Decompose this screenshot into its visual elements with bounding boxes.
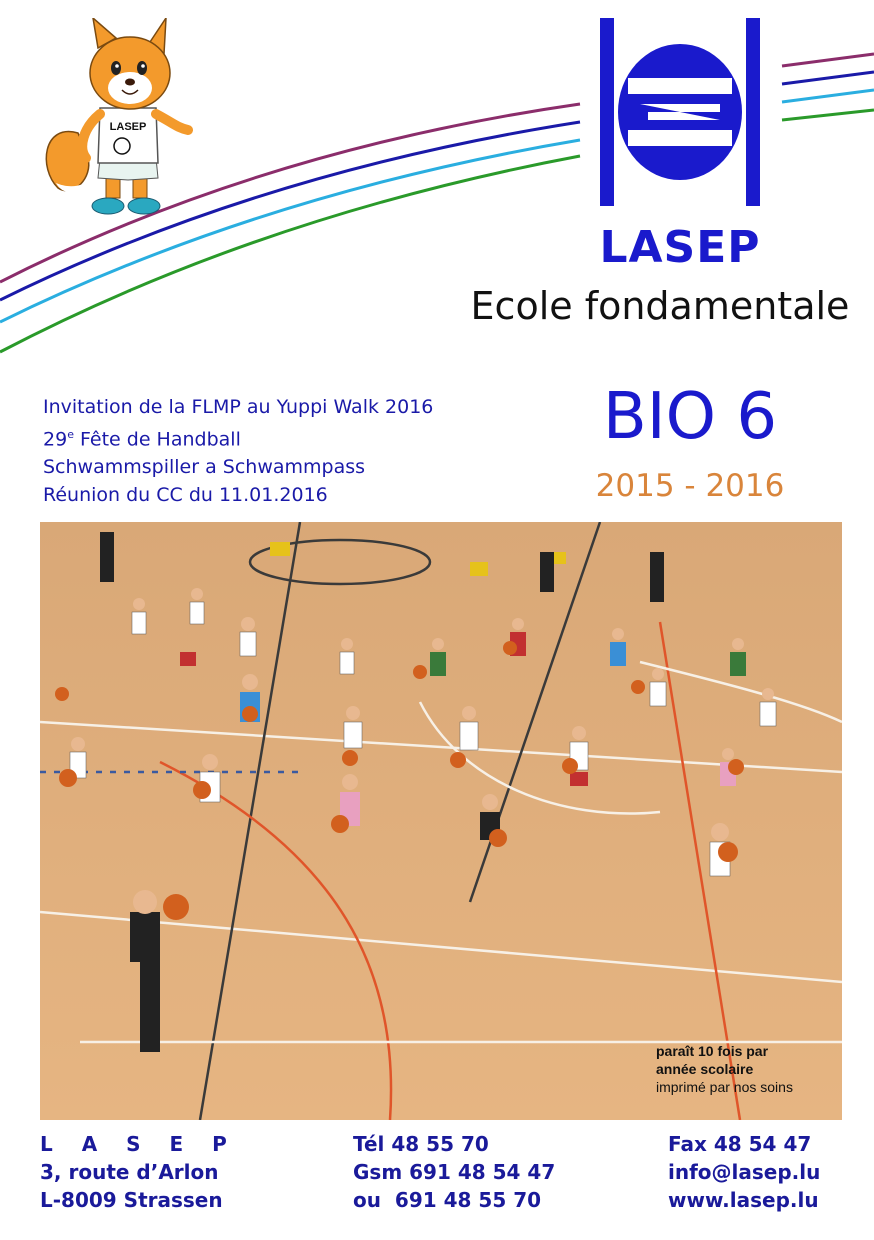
lasep-logo-icon — [600, 18, 760, 206]
footer-gsm: Gsm 691 48 54 47 — [353, 1160, 556, 1184]
publication-note — [656, 1042, 842, 1096]
footer-street: 3, route d’Arlon — [40, 1160, 219, 1184]
footer-fax: Fax 48 54 47 — [668, 1132, 812, 1156]
footer-org: L A S E P — [40, 1132, 238, 1156]
brand-name: LASEP — [599, 222, 761, 273]
footer-email-link[interactable]: info@lasep.lu — [668, 1160, 821, 1184]
swoosh-navy-right — [782, 72, 874, 84]
topic-item: 29e Fête de Handball — [43, 428, 241, 451]
footer-online — [668, 1130, 820, 1214]
footer-tel: Tél 48 55 70 — [353, 1132, 489, 1156]
topics-list — [43, 393, 433, 509]
issue-title: BIO 6 — [602, 380, 778, 454]
footer-gsm-alt: ou 691 48 55 70 — [353, 1188, 542, 1212]
printing-note: imprimé par nos soins — [656, 1079, 793, 1095]
publication-frequency: paraît 10 fois par — [656, 1043, 769, 1059]
swoosh-green-right — [782, 110, 874, 120]
publication-period: année scolaire — [656, 1061, 754, 1077]
footer-web-link[interactable]: www.lasep.lu — [668, 1188, 819, 1212]
gym-photo — [40, 522, 842, 1120]
school-year: 2015 - 2016 — [595, 468, 785, 504]
fox-mascot-icon — [38, 18, 198, 223]
swoosh-purple-right — [782, 54, 874, 66]
footer-city: L-8009 Strassen — [40, 1188, 223, 1212]
topic-item: Réunion du CC du 11.01.2016 — [43, 484, 328, 507]
topic-item: Schwammspiller a Schwammpass — [43, 456, 366, 479]
swoosh-cyan-right — [782, 90, 874, 102]
mascot-shirt-text: LASEP — [109, 121, 147, 133]
footer-address — [40, 1130, 238, 1214]
topic-item: Invitation de la FLMP au Yuppi Walk 2016 — [43, 396, 434, 418]
school-type: Ecole fondamentale — [470, 284, 850, 328]
footer-phones — [353, 1130, 555, 1214]
